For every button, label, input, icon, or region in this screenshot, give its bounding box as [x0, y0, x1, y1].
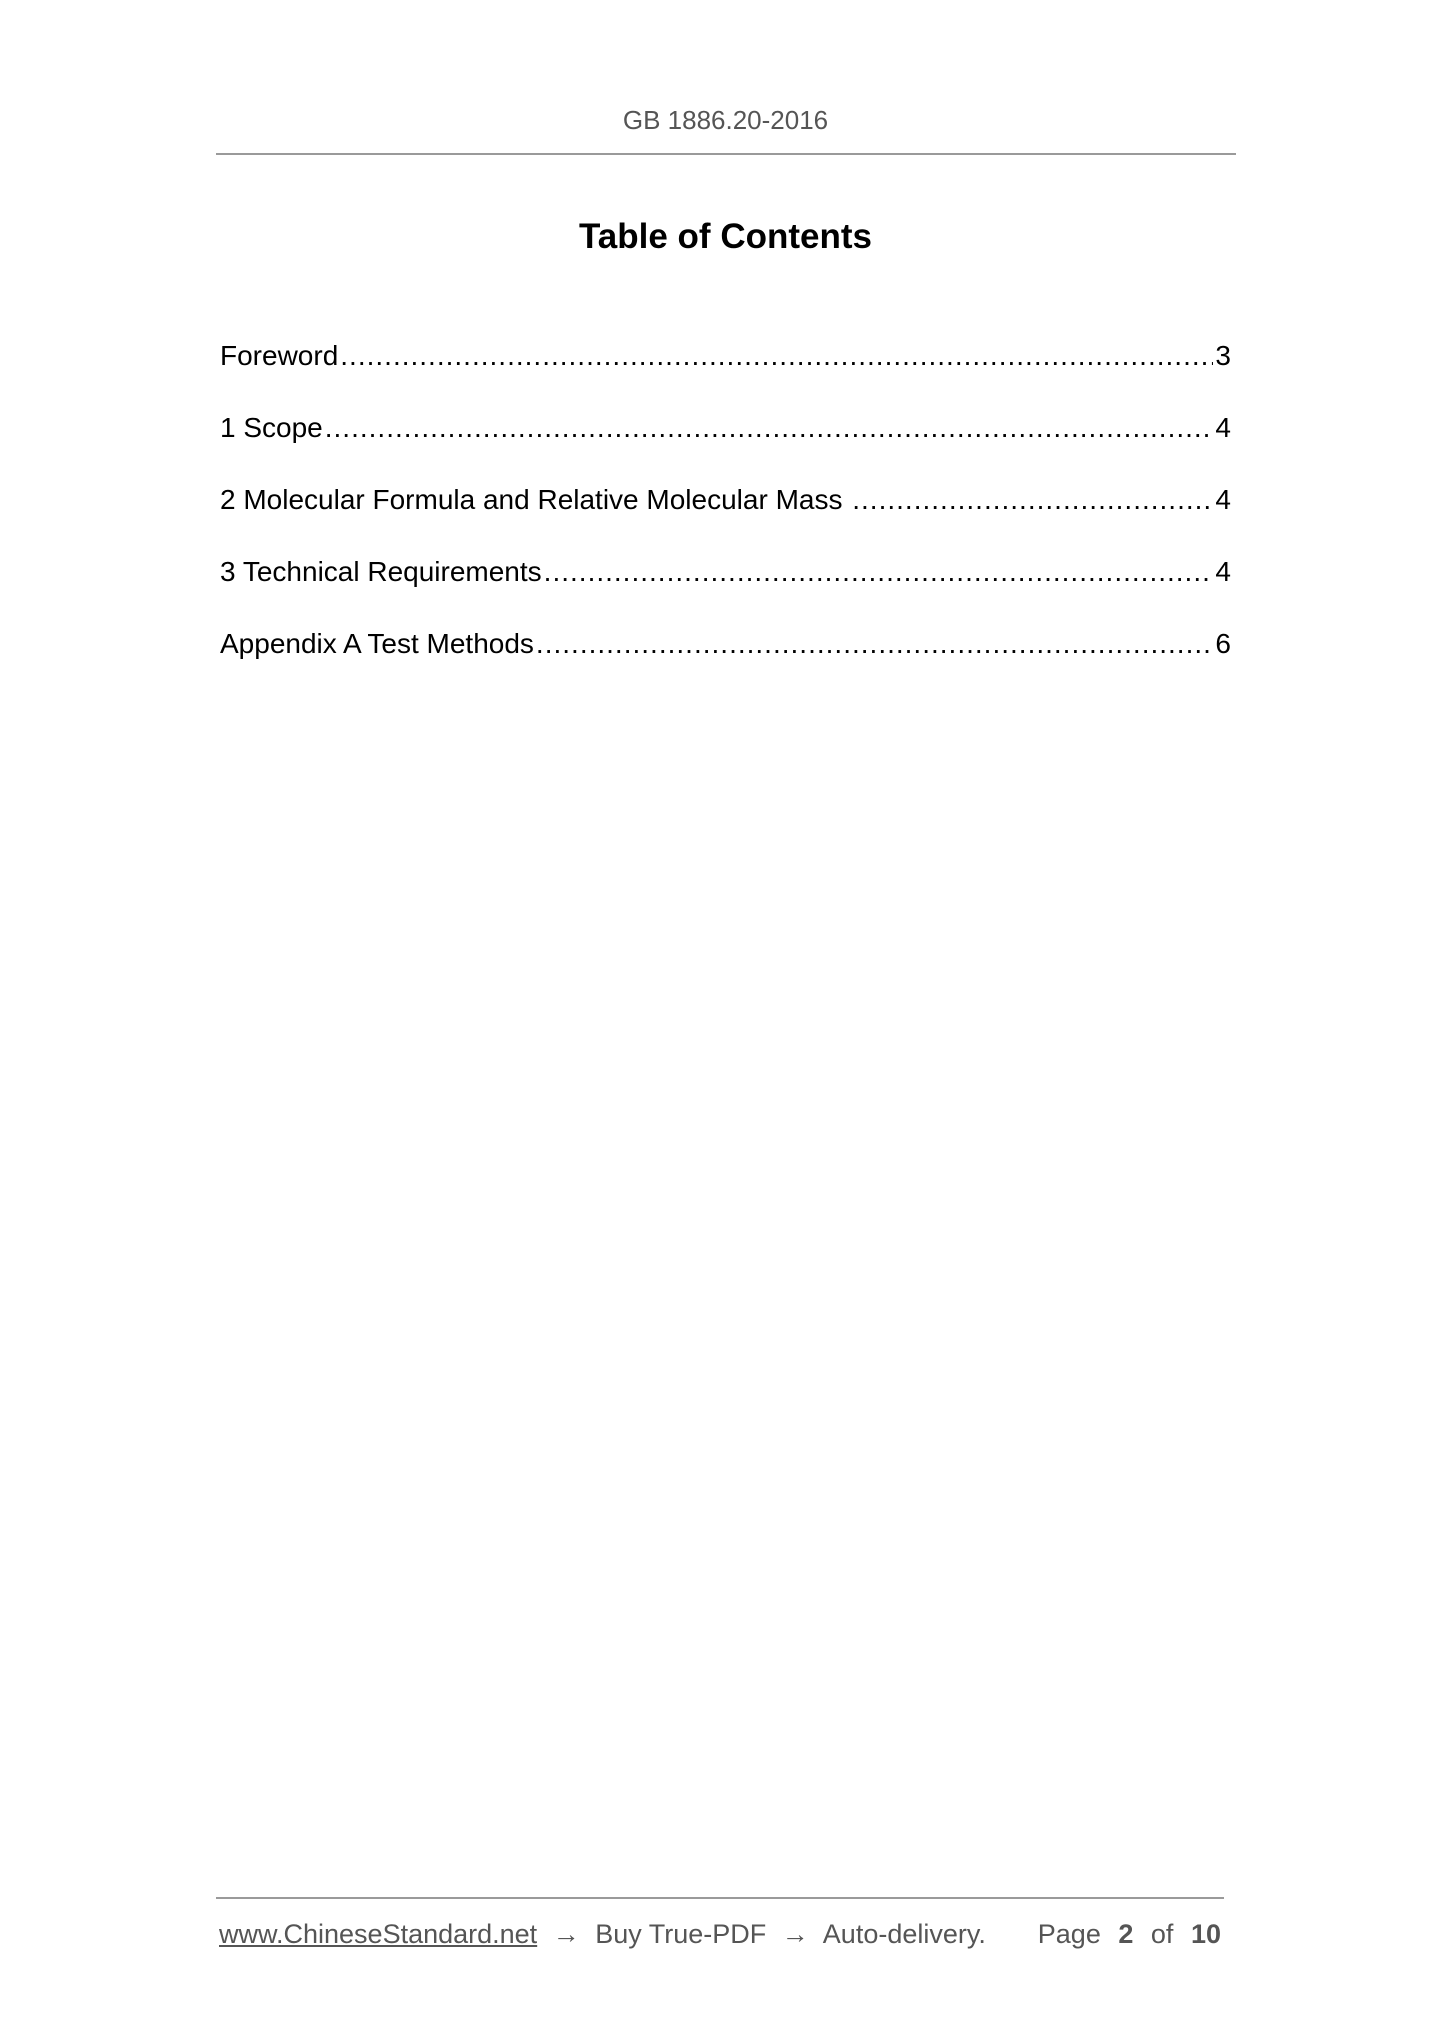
header-divider	[216, 153, 1236, 155]
toc-entry-page: 4	[1215, 484, 1231, 515]
toc-entry-label: 1 Scope	[220, 412, 323, 443]
auto-delivery-text: Auto-delivery.	[822, 1919, 986, 1949]
dot-leader	[325, 409, 1214, 447]
toc-entry-label: Appendix A Test Methods	[220, 628, 534, 659]
site-link[interactable]: www.ChineseStandard.net	[219, 1919, 538, 1949]
dot-leader	[852, 481, 1213, 519]
toc-entry-page: 4	[1215, 556, 1231, 587]
toc-entry-page: 4	[1215, 412, 1231, 443]
document-code-header: GB 1886.20-2016	[622, 105, 829, 135]
toc-entry-label: 2 Molecular Formula and Relative Molecular Mass	[220, 484, 851, 515]
dot-leader	[536, 625, 1214, 663]
footer-divider	[216, 1897, 1224, 1899]
toc-entry-appendix-a[interactable]	[220, 625, 1231, 697]
toc-entry-page: 6	[1215, 628, 1231, 659]
total-pages-number: 10	[1190, 1919, 1221, 1949]
right-arrow-icon: →	[552, 1919, 580, 1949]
toc-entry-molecular-formula[interactable]	[220, 481, 1231, 553]
page-label: Page	[1037, 1919, 1101, 1949]
dot-leader	[340, 337, 1213, 375]
buy-true-pdf-text: Buy True-PDF	[595, 1919, 767, 1949]
toc-entry-label: Foreword	[220, 340, 339, 371]
dot-leader	[544, 553, 1214, 591]
toc-entry-foreword[interactable]	[220, 337, 1231, 409]
right-arrow-icon: →	[781, 1919, 809, 1949]
footer-promo	[219, 1916, 986, 1952]
toc-entry-page: 3	[1215, 340, 1231, 371]
toc-entry-scope[interactable]	[220, 409, 1231, 481]
current-page-number: 2	[1118, 1919, 1134, 1949]
toc-entry-label: 3 Technical Requirements	[220, 556, 542, 587]
of-label: of	[1150, 1919, 1174, 1949]
page-number-indicator	[1038, 1916, 1221, 1952]
toc-title: Table of Contents	[579, 217, 872, 256]
toc-list	[220, 337, 1231, 697]
toc-entry-technical-requirements[interactable]	[220, 553, 1231, 625]
page-footer	[219, 1916, 1225, 1952]
